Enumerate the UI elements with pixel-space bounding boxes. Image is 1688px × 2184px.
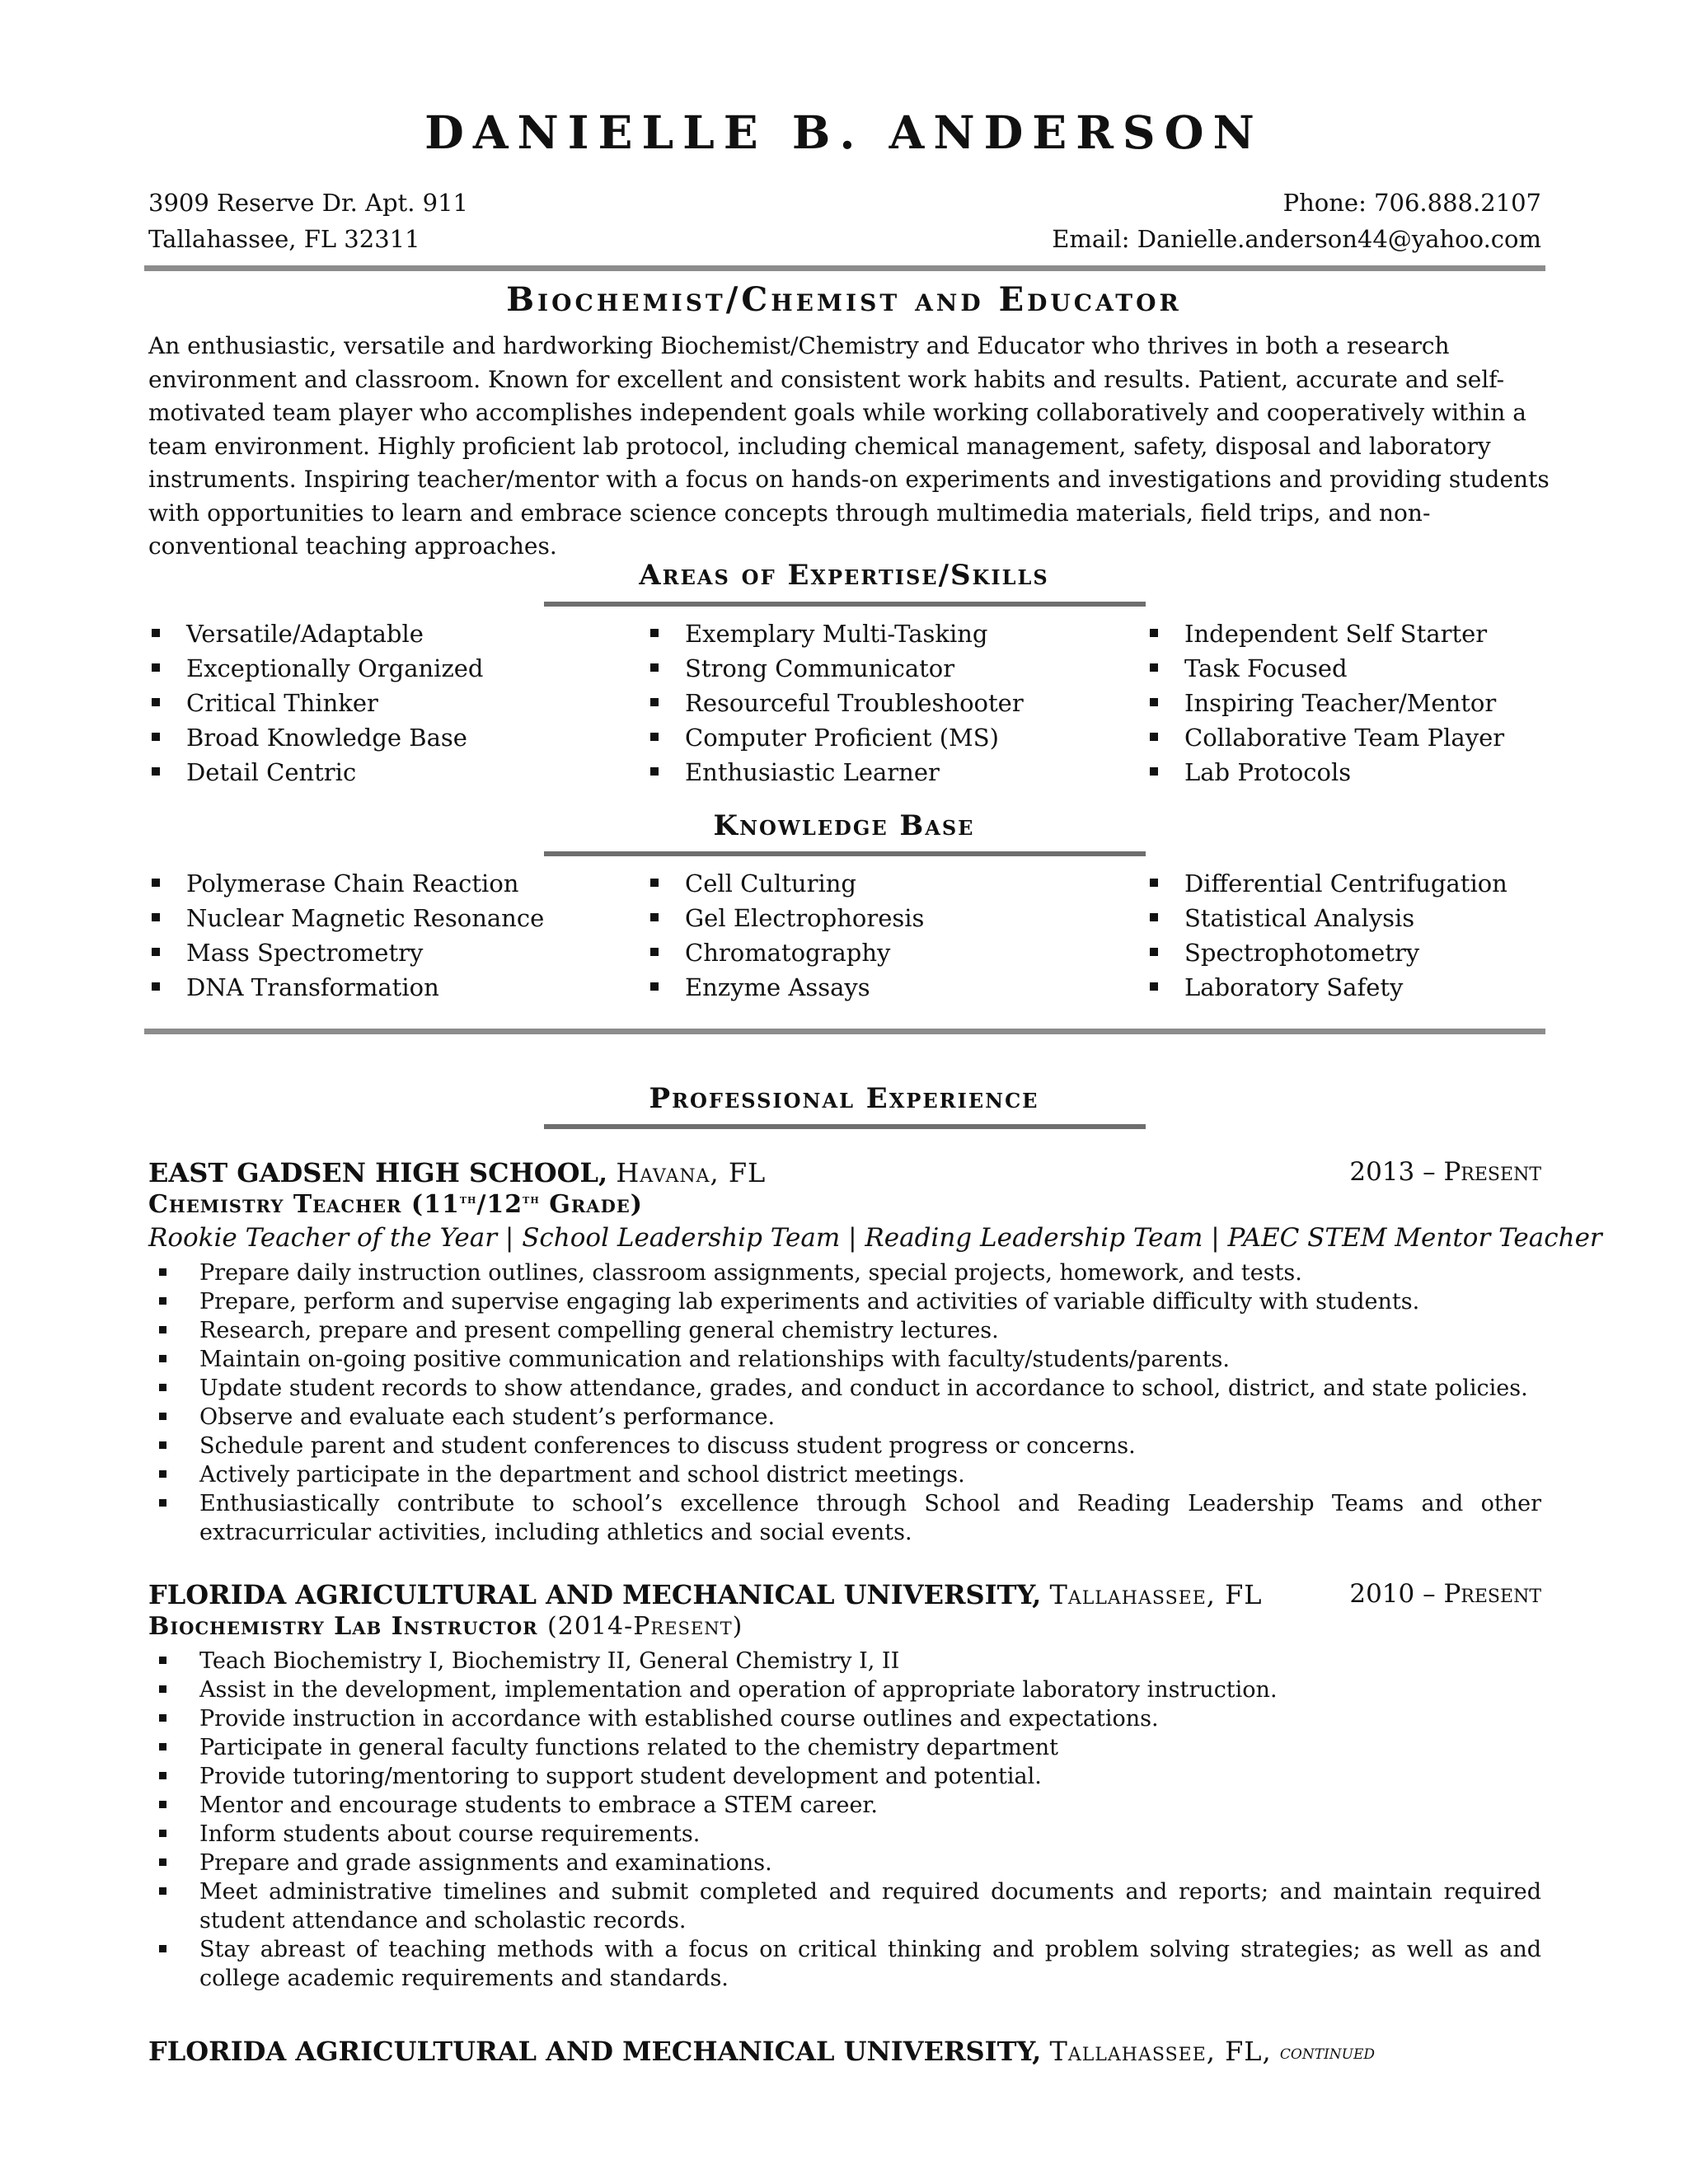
duty-item: Update student records to show attendance, grades, and conduct in accordance to school, district, and state policies. — [148, 1374, 1541, 1403]
job-2-employer-line — [148, 1579, 1263, 1610]
job-2-employer: FLORIDA AGRICULTURAL AND MECHANICAL UNIVERSITY, — [148, 1579, 1042, 1610]
job-2-dates: 2010 – Present — [1349, 1579, 1541, 1609]
skill-item: Lab Protocols — [1146, 755, 1550, 790]
knowledge-grid — [148, 866, 1550, 1005]
duty-item: Research, prepare and present compelling general chemistry lectures. — [148, 1316, 1541, 1345]
bullet-square-icon — [159, 1326, 166, 1333]
bullet-square-icon — [650, 982, 659, 991]
bullet-square-icon — [159, 1801, 166, 1808]
duty-item: Prepare and grade assignments and examinations. — [148, 1849, 1541, 1877]
expertise-column-2 — [647, 616, 1146, 790]
bullet-square-icon — [650, 698, 659, 706]
duty-item: Schedule parent and student conferences to discuss student progress or concerns. — [148, 1432, 1541, 1460]
address-line-2: Tallahassee, FL 32311 — [148, 225, 420, 253]
expertise-column-3 — [1146, 616, 1550, 790]
phone: Phone: 706.888.2107 — [1282, 189, 1541, 217]
headline: Biochemist/Chemist and Educator — [506, 280, 1182, 319]
knowledge-item: Gel Electrophoresis — [647, 901, 1146, 935]
experience-title-underline — [544, 1124, 1146, 1129]
bullet-square-icon — [152, 982, 160, 991]
knowledge-column-3 — [1146, 866, 1550, 1005]
bullet-square-icon — [159, 1499, 166, 1507]
job-2-header — [148, 1579, 1541, 1610]
continued-location: Tallahassee, FL, — [1049, 2036, 1272, 2067]
skill-item: Enthusiastic Learner — [647, 755, 1146, 790]
bullet-square-icon — [650, 663, 659, 672]
bullet-square-icon — [1150, 948, 1158, 956]
bullet-square-icon — [159, 1470, 166, 1478]
bullet-square-icon — [650, 948, 659, 956]
knowledge-column-1 — [148, 866, 647, 1005]
job-2-duties — [148, 1647, 1541, 1993]
bullet-square-icon — [152, 629, 160, 637]
job-1-header — [148, 1157, 1541, 1188]
duty-item: Teach Biochemistry I, Biochemistry II, General Chemistry I, II — [148, 1647, 1541, 1675]
job-1-duties — [148, 1258, 1541, 1547]
continued-employer: FLORIDA AGRICULTURAL AND MECHANICAL UNIVERSITY, — [148, 2036, 1042, 2067]
job-1-employer: EAST GADSEN HIGH SCHOOL, — [148, 1157, 608, 1188]
header-divider — [144, 265, 1545, 271]
bullet-square-icon — [650, 767, 659, 776]
knowledge-item: DNA Transformation — [148, 970, 647, 1005]
skill-item: Task Focused — [1146, 651, 1550, 686]
duty-item: Prepare daily instruction outlines, classroom assignments, special projects, homework, and tests. — [148, 1258, 1541, 1287]
expertise-column-1 — [148, 616, 647, 790]
bullet-square-icon — [152, 767, 160, 776]
bullet-square-icon — [159, 1685, 166, 1693]
skill-item: Collaborative Team Player — [1146, 720, 1550, 755]
email: Email: Danielle.anderson44@yahoo.com — [1052, 225, 1541, 253]
duty-item: Observe and evaluate each student’s performance. — [148, 1403, 1541, 1432]
bullet-square-icon — [650, 913, 659, 921]
skill-item: Exemplary Multi-Tasking — [647, 616, 1146, 651]
bullet-square-icon — [152, 698, 160, 706]
skill-item: Computer Proficient (MS) — [647, 720, 1146, 755]
bullet-square-icon — [1150, 698, 1158, 706]
duty-item: Stay abreast of teaching methods with a focus on critical thinking and problem solving strategies; as well as and college academic requirements and standards. — [148, 1935, 1541, 1993]
duty-item: Inform students about course requirements. — [148, 1820, 1541, 1849]
expertise-title: Areas of Expertise/Skills — [639, 559, 1049, 592]
bullet-square-icon — [1150, 733, 1158, 741]
skill-item: Inspiring Teacher/Mentor — [1146, 686, 1550, 720]
bullet-square-icon — [159, 1714, 166, 1722]
bullet-square-icon — [152, 948, 160, 956]
skill-item: Broad Knowledge Base — [148, 720, 647, 755]
knowledge-item: Nuclear Magnetic Resonance — [148, 901, 647, 935]
bullet-square-icon — [159, 1772, 166, 1779]
expertise-title-underline — [544, 602, 1146, 607]
knowledge-item: Differential Centrifugation — [1146, 866, 1550, 901]
job-1-role: Chemistry Teacher (11th/12th Grade) — [148, 1190, 643, 1219]
continued-tag: continued — [1279, 2041, 1376, 2064]
experience-title: Professional Experience — [649, 1082, 1039, 1115]
skill-item: Strong Communicator — [647, 651, 1146, 686]
duty-item: Prepare, perform and supervise engaging lab experiments and activities of variable difficulty with students. — [148, 1287, 1541, 1316]
bullet-square-icon — [1150, 663, 1158, 672]
bullet-square-icon — [152, 663, 160, 672]
duty-item: Actively participate in the department and school district meetings. — [148, 1460, 1541, 1489]
job-2-location: Tallahassee, FL — [1049, 1579, 1263, 1610]
bullet-square-icon — [159, 1858, 166, 1866]
duty-item: Enthusiastically contribute to school’s excellence through School and Reading Leadership Teams and other extracurricular activities, including athletics and social events. — [148, 1489, 1541, 1547]
bullet-square-icon — [159, 1441, 166, 1449]
knowledge-title-underline — [544, 851, 1146, 856]
job-1-location: Havana, FL — [616, 1157, 767, 1188]
address-line-1: 3909 Reserve Dr. Apt. 911 — [148, 189, 469, 217]
bullet-square-icon — [1150, 982, 1158, 991]
bullet-square-icon — [159, 1268, 166, 1276]
bullet-square-icon — [159, 1355, 166, 1362]
candidate-name: DANIELLE B. ANDERSON — [424, 105, 1264, 159]
summary-paragraph: An enthusiastic, versatile and hardworking Biochemist/Chemistry and Educator who thrives in both a research environment and classroom. Known for excellent and consistent work habits and results. Patient, accurate and self-motivated team player who accomplishes independent goals while working collaboratively and cooperatively within a team environment. Highly proficient lab protocol, including chemical management, safety, disposal and laboratory instruments. Inspiring teacher/mentor with a focus on hands-on experiments and investigations and providing students with opportunities to learn and embrace science concepts through multimedia materials, field trips, and non-conventional teaching approaches. — [148, 332, 1550, 560]
bullet-square-icon — [159, 1657, 166, 1664]
job-1-honors: Rookie Teacher of the Year | School Leadership Team | Reading Leadership Team | PAEC STEM Mentor Teacher — [148, 1223, 1602, 1253]
bullet-square-icon — [159, 1887, 166, 1895]
knowledge-item: Chromatography — [647, 935, 1146, 970]
duty-item: Meet administrative timelines and submit completed and required documents and reports; and maintain required student attendance and scholastic records. — [148, 1877, 1541, 1935]
bullet-square-icon — [152, 879, 160, 887]
job-1-employer-line — [148, 1157, 766, 1188]
bullet-square-icon — [650, 879, 659, 887]
bullet-square-icon — [159, 1384, 166, 1391]
skill-item: Exceptionally Organized — [148, 651, 647, 686]
knowledge-item: Laboratory Safety — [1146, 970, 1550, 1005]
knowledge-item: Enzyme Assays — [647, 970, 1146, 1005]
contact-row-2 — [148, 225, 1541, 253]
bullet-square-icon — [152, 913, 160, 921]
bullet-square-icon — [650, 733, 659, 741]
bullet-square-icon — [159, 1743, 166, 1750]
knowledge-item: Statistical Analysis — [1146, 901, 1550, 935]
contact-row-1 — [148, 189, 1541, 217]
knowledge-item: Spectrophotometry — [1146, 935, 1550, 970]
duty-item: Mentor and encourage students to embrace a STEM career. — [148, 1791, 1541, 1820]
knowledge-title: Knowledge Base — [713, 809, 975, 842]
bullet-square-icon — [1150, 767, 1158, 776]
expertise-grid — [148, 616, 1550, 790]
skill-item: Independent Self Starter — [1146, 616, 1550, 651]
bullet-square-icon — [1150, 879, 1158, 887]
bullet-square-icon — [159, 1830, 166, 1837]
job-continued-header — [148, 2036, 1541, 2067]
duty-item: Provide instruction in accordance with established course outlines and expectations. — [148, 1704, 1541, 1733]
bullet-square-icon — [1150, 913, 1158, 921]
bullet-square-icon — [1150, 629, 1158, 637]
knowledge-item: Mass Spectrometry — [148, 935, 647, 970]
skill-item: Critical Thinker — [148, 686, 647, 720]
duty-item: Participate in general faculty functions related to the chemistry department — [148, 1733, 1541, 1762]
duty-item: Assist in the development, implementation and operation of appropriate laboratory instruction. — [148, 1675, 1541, 1704]
skill-item: Detail Centric — [148, 755, 647, 790]
duty-item: Maintain on-going positive communication and relationships with faculty/students/parents. — [148, 1345, 1541, 1374]
duty-item: Provide tutoring/mentoring to support student development and potential. — [148, 1762, 1541, 1791]
knowledge-column-2 — [647, 866, 1146, 1005]
skill-item: Resourceful Troubleshooter — [647, 686, 1146, 720]
job-2-role: Biochemistry Lab Instructor (2014-Present) — [148, 1612, 743, 1641]
job-1-dates: 2013 – Present — [1349, 1157, 1541, 1187]
bullet-square-icon — [159, 1297, 166, 1305]
bullet-square-icon — [159, 1413, 166, 1420]
knowledge-item: Polymerase Chain Reaction — [148, 866, 647, 901]
bullet-square-icon — [152, 733, 160, 741]
skills-divider — [144, 1029, 1545, 1034]
skill-item: Versatile/Adaptable — [148, 616, 647, 651]
knowledge-item: Cell Culturing — [647, 866, 1146, 901]
bullet-square-icon — [650, 629, 659, 637]
bullet-square-icon — [159, 1945, 166, 1952]
